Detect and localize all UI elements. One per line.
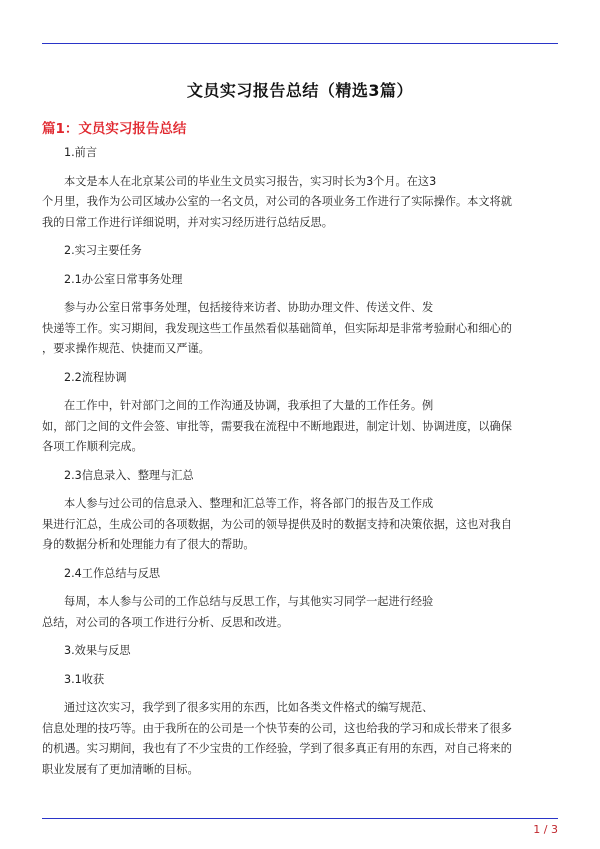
section-heading: 篇1：文员实习报告总结 [42,121,187,137]
body-paragraph [42,564,558,585]
paragraph-line: 我的日常工作进行详细说明，并对实习经历进行总结反思。 [42,215,333,229]
paragraph-line: 2.实习主要任务 [64,244,142,257]
footer-rule [42,818,558,819]
body-paragraph [42,241,558,262]
body-paragraph [42,172,558,234]
paragraph-line: 本文是本人在北京某公司的毕业生文员实习报告，实习时长为3个月。在这3 [64,174,437,188]
body-paragraph [42,466,558,487]
paragraph-line: 身的数据分析和处理能力有了很大的帮助。 [42,538,255,551]
paragraph-line: 3.1收获 [64,672,105,686]
paragraph-line: 总结，对公司的各项工作进行分析、反思和改进。 [42,615,289,629]
paragraph-line: 1.前言 [64,146,98,159]
body-paragraph [42,143,558,164]
paragraph-line: 通过这次实习，我学到了很多实用的东西，比如各类文件格式的编写规范、 [64,701,434,714]
paragraph-line: 快递等工作。实习期间，我发现这些工作虽然看似基础简单，但实际却是非常考验耐心和细心的 [42,321,512,335]
page-title: 文员实习报告总结（精选3篇） [186,81,414,100]
body-paragraph [42,494,558,556]
paragraph-line: 如，部门之间的文件会签、审批等，需要我在流程中不断地跟进，制定计划、协调进度，以确保 [42,419,512,433]
paragraph-line: 本人参与过公司的信息录入、整理和汇总等工作，将各部门的报告及工作成 [64,497,434,510]
paragraph-line: 的机遇。实习期间，我也有了不少宝贵的工作经验，学到了很多真正有用的东西，对自己将来的 [42,742,512,755]
paragraph-line: 每周，本人参与公司的工作总结与反思工作，与其他实习同学一起进行经验 [64,595,434,608]
paragraph-line: 参与办公室日常事务处理，包括接待来访者、协助办理文件、传送文件、发 [64,301,434,314]
paragraph-line: 信息处理的技巧等。由于我所在的公司是一个快节奏的公司，这也给我的学习和成长带来了很多 [42,721,512,735]
page-number: 1 / 3 [533,823,558,836]
body-paragraph [42,670,558,691]
paragraph-line: 果进行汇总，生成公司的各项数据，为公司的领导提供及时的数据支持和决策依据，这也对我自 [42,517,512,531]
body-paragraph [42,396,558,458]
body-paragraph [42,368,558,389]
paragraph-line: 2.4工作总结与反思 [64,566,161,580]
paragraph-line: 在工作中，针对部门之间的工作沟通及协调，我承担了大量的工作任务。例 [64,399,434,412]
paragraph-line: 2.2流程协调 [64,370,127,384]
body-paragraph [42,592,558,633]
paragraph-line: 3.效果与反思 [64,644,131,657]
paragraph-line: ，要求操作规范、快捷而又严谨。 [42,342,210,355]
paragraph-line: 各项工作顺利完成。 [42,440,143,453]
paragraph-line: 职业发展有了更加清晰的目标。 [42,762,199,776]
header-rule [42,43,558,44]
paragraph-line: 2.3信息录入、整理与汇总 [64,468,194,482]
paragraph-line: 个月里，我作为公司区域办公室的一名文员，对公司的各项业务工作进行了实际操作。本文将就 [42,195,512,208]
body-paragraph [42,698,558,780]
paragraph-line: 2.1办公室日常事务处理 [64,272,183,286]
body-paragraph [42,298,558,360]
body-paragraph [42,270,558,291]
document-body [42,143,558,788]
body-paragraph [42,641,558,662]
